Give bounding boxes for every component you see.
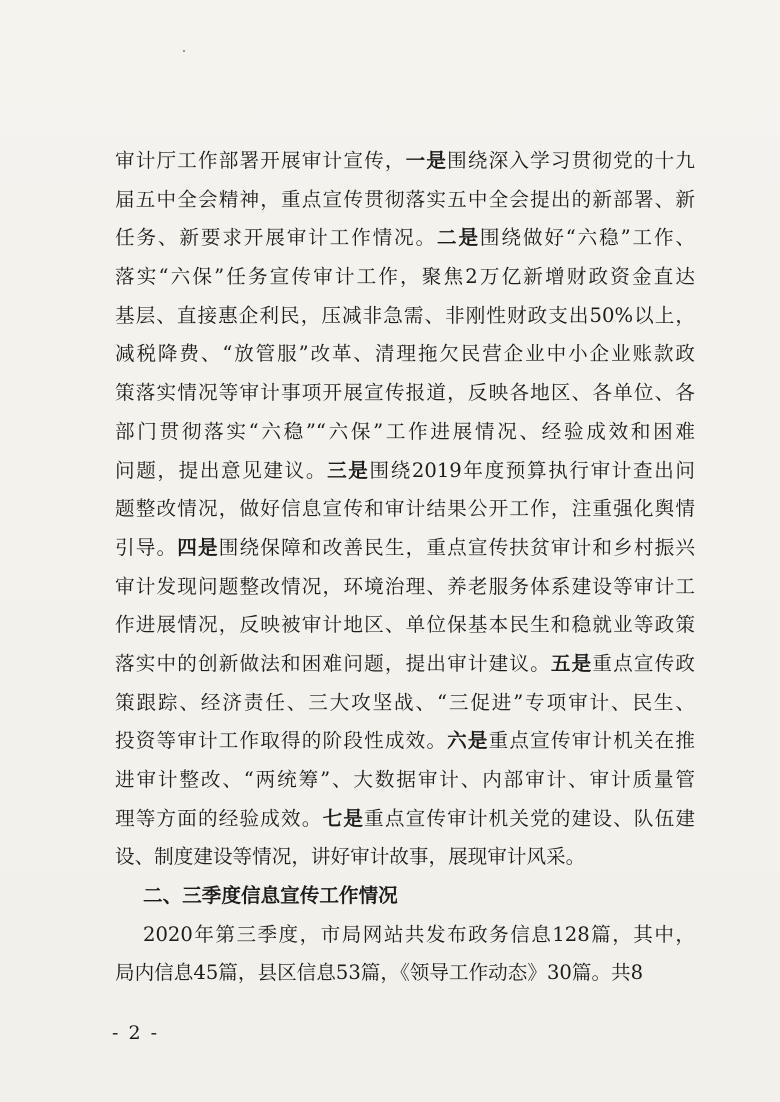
text-line: 进审计整改、“两统筹”、大数据审计、内部审计、审计质量管 xyxy=(115,768,695,791)
ordinal-keyword: 二是 xyxy=(436,226,480,250)
text-line: 策落实情况等审计事项开展宣传报道，反映各地区、各单位、各 xyxy=(115,381,695,405)
text-line: 设、制度建设等情况，讲好审计故事，展现审计风采。 xyxy=(115,845,586,869)
text-line: 任务、新要求开展审计工作情况。二是围绕做好“六稳”工作、 xyxy=(115,226,696,250)
ordinal-keyword: 五是 xyxy=(550,651,593,675)
text-line: 届五中全会精神，重点宣传贯彻落实五中全会提出的新部署、新 xyxy=(115,187,695,211)
text-line: 理等方面的经验成效。七是重点宣传审计机关党的建设、队伍建 xyxy=(115,806,696,830)
ordinal-keyword: 一是 xyxy=(405,149,448,172)
ordinal-keyword: 六是 xyxy=(447,729,489,753)
text-line: 问题，提出意见建议。三是围绕2019年度预算执行审计查出问 xyxy=(115,458,696,482)
text-line: 投资等审计工作取得的阶段性成效。六是重点宣传审计机关在推 xyxy=(115,729,696,753)
text-line: 作进展情况，反映被审计地区、单位保基本民生和稳就业等政策 xyxy=(115,613,695,637)
text-line: 落实中的创新做法和困难问题，提出审计建议。五是重点宣传政 xyxy=(115,651,696,675)
scan-speck xyxy=(183,50,185,52)
paragraph-audit-publicity-tasks xyxy=(115,142,695,877)
text-line: 引导。四是围绕保障和改善民生，重点宣传扶贫审计和乡村振兴 xyxy=(115,535,696,559)
text-line: 策跟踪、经济责任、三大攻坚战、“三促进”专项审计、民生、 xyxy=(115,690,695,714)
ordinal-keyword: 三是 xyxy=(327,458,370,482)
text-line: 局内信息45篇，县区信息53篇，《领导工作动态》30篇。共8 xyxy=(115,961,644,985)
paragraph-q3-summary xyxy=(115,916,695,993)
text-line: 审计发现问题整改情况，环境治理、养老服务体系建设等审计工 xyxy=(115,574,695,598)
text-line: 2020年第三季度，市局网站共发布政务信息128篇，其中， xyxy=(143,922,695,946)
page-number: - 2 - xyxy=(112,1022,160,1044)
text-line: 审计厅工作部署开展审计宣传，一是围绕深入学习贯彻党的十九 xyxy=(115,149,696,172)
text-line: 落实“六保”任务宣传审计工作，聚焦2万亿新增财政资金直达 xyxy=(115,265,695,289)
text-line: 基层、直接惠企利民，压减非急需、非刚性财政支出50%以上， xyxy=(115,303,695,327)
text-line: 题整改情况，做好信息宣传和审计结果公开工作，注重强化舆情 xyxy=(115,497,695,521)
section-heading: 二、三季度信息宣传工作情况 xyxy=(143,884,398,908)
body-text xyxy=(115,142,695,993)
text-line: 部门贯彻落实“六稳”“六保”工作进展情况、经验成效和困难 xyxy=(115,419,695,443)
text-line: 减税降费、“放管服”改革、清理拖欠民营企业中小企业账款政 xyxy=(115,342,695,366)
ordinal-keyword: 四是 xyxy=(177,535,219,559)
ordinal-keyword: 七是 xyxy=(322,806,365,830)
